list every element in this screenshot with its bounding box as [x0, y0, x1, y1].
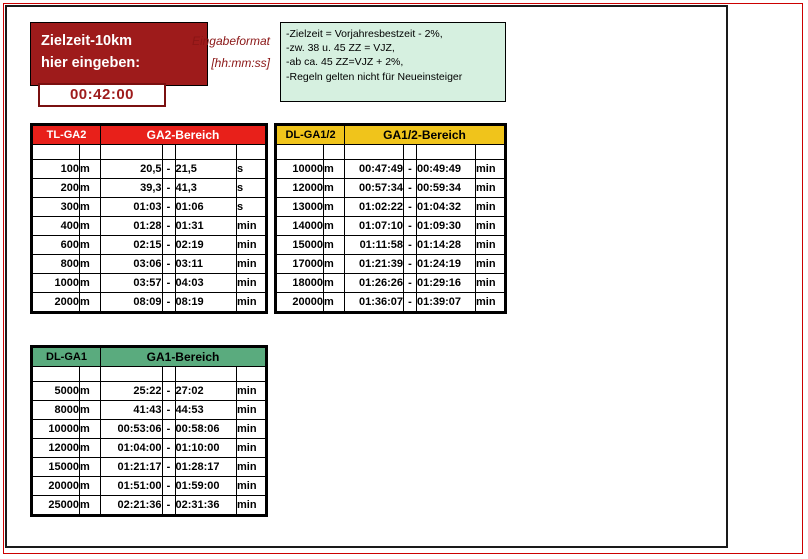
cell-to: 04:03	[175, 274, 237, 293]
cell-to: 21,5	[175, 160, 237, 179]
cell-unit: min	[237, 496, 266, 515]
cell-from: 01:07:10	[345, 217, 404, 236]
cell-distance-unit: m	[80, 274, 101, 293]
rules-line-1: -Zielzeit = Vorjahresbestzeit - 2%,	[286, 28, 443, 40]
cell-unit: min	[237, 217, 266, 236]
cell-dash: -	[404, 179, 417, 198]
table-row	[33, 458, 266, 477]
cell-unit: min	[237, 382, 266, 401]
cell-dash: -	[404, 236, 417, 255]
cell-dash: -	[162, 496, 175, 515]
table-header-left: TL-GA2	[33, 126, 101, 145]
cell-from: 25:22	[101, 382, 163, 401]
table-row	[33, 274, 266, 293]
table-header-right: GA1/2-Bereich	[345, 126, 505, 145]
cell-from: 01:51:00	[101, 477, 163, 496]
table-row	[33, 496, 266, 515]
table-header-row	[33, 126, 266, 145]
cell-dash: -	[162, 217, 175, 236]
cell-from: 01:21:39	[345, 255, 404, 274]
cell-distance-unit: m	[80, 179, 101, 198]
cell-from: 01:11:58	[345, 236, 404, 255]
table-tl-ga2-grid	[32, 125, 266, 312]
cell-unit: min	[237, 439, 266, 458]
table-header-row	[277, 126, 505, 145]
cell-distance: 600	[33, 236, 80, 255]
cell-to: 01:28:17	[175, 458, 237, 477]
cell-dash: -	[404, 274, 417, 293]
cell-from: 39,3	[101, 179, 163, 198]
table-dl-ga1-2-grid	[276, 125, 505, 312]
cell-from: 02:21:36	[101, 496, 163, 515]
cell-unit: min	[476, 179, 505, 198]
cell-unit: s	[237, 198, 266, 217]
table-row	[33, 255, 266, 274]
cell-distance: 400	[33, 217, 80, 236]
cell-dash: -	[162, 255, 175, 274]
cell-from: 08:09	[101, 293, 163, 312]
table-header-left: DL-GA1/2	[277, 126, 345, 145]
cell-to: 00:58:06	[175, 420, 237, 439]
cell-distance: 20000	[33, 477, 80, 496]
cell-dash: -	[162, 198, 175, 217]
cell-from: 03:06	[101, 255, 163, 274]
cell-unit: min	[476, 198, 505, 217]
cell-distance: 13000	[277, 198, 324, 217]
cell-dash: -	[162, 458, 175, 477]
cell-dash: -	[162, 293, 175, 312]
cell-from: 01:36:07	[345, 293, 404, 312]
table-row	[33, 217, 266, 236]
cell-unit: min	[476, 217, 505, 236]
table-row	[33, 198, 266, 217]
cell-distance-unit: m	[324, 274, 345, 293]
table-spacer-row	[33, 367, 266, 382]
cell-unit: s	[237, 179, 266, 198]
cell-distance: 15000	[277, 236, 324, 255]
cell-dash: -	[162, 274, 175, 293]
cell-dash: -	[404, 198, 417, 217]
table-row	[277, 198, 505, 217]
cell-from: 00:47:49	[345, 160, 404, 179]
cell-to: 00:49:49	[417, 160, 476, 179]
table-header-right: GA1-Bereich	[101, 348, 266, 367]
input-format-line1: Eingabeformat	[191, 34, 270, 48]
cell-distance-unit: m	[80, 496, 101, 515]
cell-unit: min	[237, 255, 266, 274]
cell-unit: min	[237, 401, 266, 420]
cell-distance-unit: m	[80, 160, 101, 179]
cell-distance-unit: m	[324, 198, 345, 217]
rules-box	[280, 22, 506, 102]
table-row	[277, 255, 505, 274]
table-row	[33, 401, 266, 420]
rules-line-3: -ab ca. 45 ZZ=VJZ + 2%,	[286, 56, 404, 69]
cell-distance: 15000	[33, 458, 80, 477]
cell-distance: 12000	[277, 179, 324, 198]
cell-dash: -	[162, 179, 175, 198]
table-tl-ga2	[30, 123, 268, 314]
cell-distance-unit: m	[324, 293, 345, 312]
cell-distance: 10000	[277, 160, 324, 179]
cell-distance-unit: m	[80, 255, 101, 274]
table-spacer-row	[277, 145, 505, 160]
table-row	[33, 439, 266, 458]
cell-dash: -	[162, 439, 175, 458]
cell-unit: min	[237, 458, 266, 477]
table-row	[33, 382, 266, 401]
target-time-title-line1: Zielzeit-10km	[41, 33, 133, 49]
cell-to: 03:11	[175, 255, 237, 274]
cell-from: 20,5	[101, 160, 163, 179]
cell-unit: min	[476, 293, 505, 312]
cell-to: 01:04:32	[417, 198, 476, 217]
cell-from: 00:57:34	[345, 179, 404, 198]
cell-distance-unit: m	[80, 382, 101, 401]
table-row	[277, 274, 505, 293]
table-row	[33, 160, 266, 179]
cell-from: 02:15	[101, 236, 163, 255]
cell-from: 01:02:22	[345, 198, 404, 217]
input-format-note	[180, 30, 270, 74]
cell-distance: 18000	[277, 274, 324, 293]
cell-unit: min	[237, 274, 266, 293]
cell-from: 01:04:00	[101, 439, 163, 458]
cell-to: 44:53	[175, 401, 237, 420]
cell-distance: 2000	[33, 293, 80, 312]
cell-dash: -	[162, 477, 175, 496]
cell-to: 01:39:07	[417, 293, 476, 312]
cell-to: 01:09:30	[417, 217, 476, 236]
cell-distance-unit: m	[324, 217, 345, 236]
cell-to: 01:06	[175, 198, 237, 217]
cell-distance-unit: m	[324, 255, 345, 274]
cell-unit: min	[237, 236, 266, 255]
cell-from: 01:26:26	[345, 274, 404, 293]
table-row	[33, 236, 266, 255]
cell-from: 41:43	[101, 401, 163, 420]
cell-unit: s	[237, 160, 266, 179]
cell-to: 01:24:19	[417, 255, 476, 274]
table-row	[33, 293, 266, 312]
cell-distance: 14000	[277, 217, 324, 236]
cell-to: 02:19	[175, 236, 237, 255]
rules-line-2: -zw. 38 u. 45 ZZ = VJZ,	[286, 42, 395, 55]
cell-to: 00:59:34	[417, 179, 476, 198]
cell-unit: min	[237, 420, 266, 439]
cell-distance: 800	[33, 255, 80, 274]
target-time-title-line2: hier eingeben:	[41, 55, 141, 71]
cell-to: 01:31	[175, 217, 237, 236]
rules-line-4: -Regeln gelten nicht für Neueinsteiger	[286, 70, 463, 83]
cell-distance-unit: m	[324, 179, 345, 198]
cell-dash: -	[162, 236, 175, 255]
table-header-left: DL-GA1	[33, 348, 101, 367]
cell-to: 27:02	[175, 382, 237, 401]
cell-dash: -	[162, 382, 175, 401]
cell-from: 00:53:06	[101, 420, 163, 439]
table-spacer-row	[33, 145, 266, 160]
table-row	[277, 160, 505, 179]
table-dl-ga1-grid	[32, 347, 266, 515]
table-row	[277, 179, 505, 198]
cell-distance: 12000	[33, 439, 80, 458]
table-dl-ga1	[30, 345, 268, 517]
cell-dash: -	[404, 255, 417, 274]
cell-unit: min	[476, 255, 505, 274]
cell-to: 01:14:28	[417, 236, 476, 255]
table-row	[33, 179, 266, 198]
cell-distance: 25000	[33, 496, 80, 515]
input-format-line2: [hh:mm:ss]	[211, 56, 270, 70]
cell-unit: min	[476, 236, 505, 255]
cell-distance-unit: m	[80, 477, 101, 496]
cell-dash: -	[162, 160, 175, 179]
cell-distance: 10000	[33, 420, 80, 439]
cell-from: 01:21:17	[101, 458, 163, 477]
cell-distance-unit: m	[80, 293, 101, 312]
cell-to: 01:29:16	[417, 274, 476, 293]
cell-distance: 8000	[33, 401, 80, 420]
cell-unit: min	[237, 293, 266, 312]
cell-to: 01:59:00	[175, 477, 237, 496]
target-time-input[interactable]: 00:42:00	[38, 83, 166, 107]
table-header-right: GA2-Bereich	[101, 126, 266, 145]
table-row	[277, 217, 505, 236]
cell-distance-unit: m	[80, 236, 101, 255]
cell-dash: -	[404, 160, 417, 179]
cell-distance-unit: m	[80, 458, 101, 477]
cell-distance: 17000	[277, 255, 324, 274]
cell-to: 01:10:00	[175, 439, 237, 458]
cell-unit: min	[237, 477, 266, 496]
cell-distance-unit: m	[80, 217, 101, 236]
cell-dash: -	[404, 293, 417, 312]
cell-from: 01:03	[101, 198, 163, 217]
table-header-row	[33, 348, 266, 367]
cell-distance: 5000	[33, 382, 80, 401]
table-row	[277, 236, 505, 255]
cell-distance: 1000	[33, 274, 80, 293]
cell-distance-unit: m	[80, 420, 101, 439]
cell-distance: 300	[33, 198, 80, 217]
cell-distance-unit: m	[324, 160, 345, 179]
cell-distance: 200	[33, 179, 80, 198]
table-row	[277, 293, 505, 312]
cell-dash: -	[404, 217, 417, 236]
cell-to: 02:31:36	[175, 496, 237, 515]
cell-to: 41,3	[175, 179, 237, 198]
cell-unit: min	[476, 160, 505, 179]
cell-distance-unit: m	[80, 198, 101, 217]
cell-distance-unit: m	[80, 401, 101, 420]
cell-dash: -	[162, 401, 175, 420]
table-row	[33, 477, 266, 496]
cell-distance-unit: m	[324, 236, 345, 255]
table-dl-ga1-2	[274, 123, 507, 314]
cell-from: 03:57	[101, 274, 163, 293]
table-row	[33, 420, 266, 439]
cell-unit: min	[476, 274, 505, 293]
cell-distance: 100	[33, 160, 80, 179]
cell-distance: 20000	[277, 293, 324, 312]
cell-distance-unit: m	[80, 439, 101, 458]
cell-to: 08:19	[175, 293, 237, 312]
cell-dash: -	[162, 420, 175, 439]
cell-from: 01:28	[101, 217, 163, 236]
